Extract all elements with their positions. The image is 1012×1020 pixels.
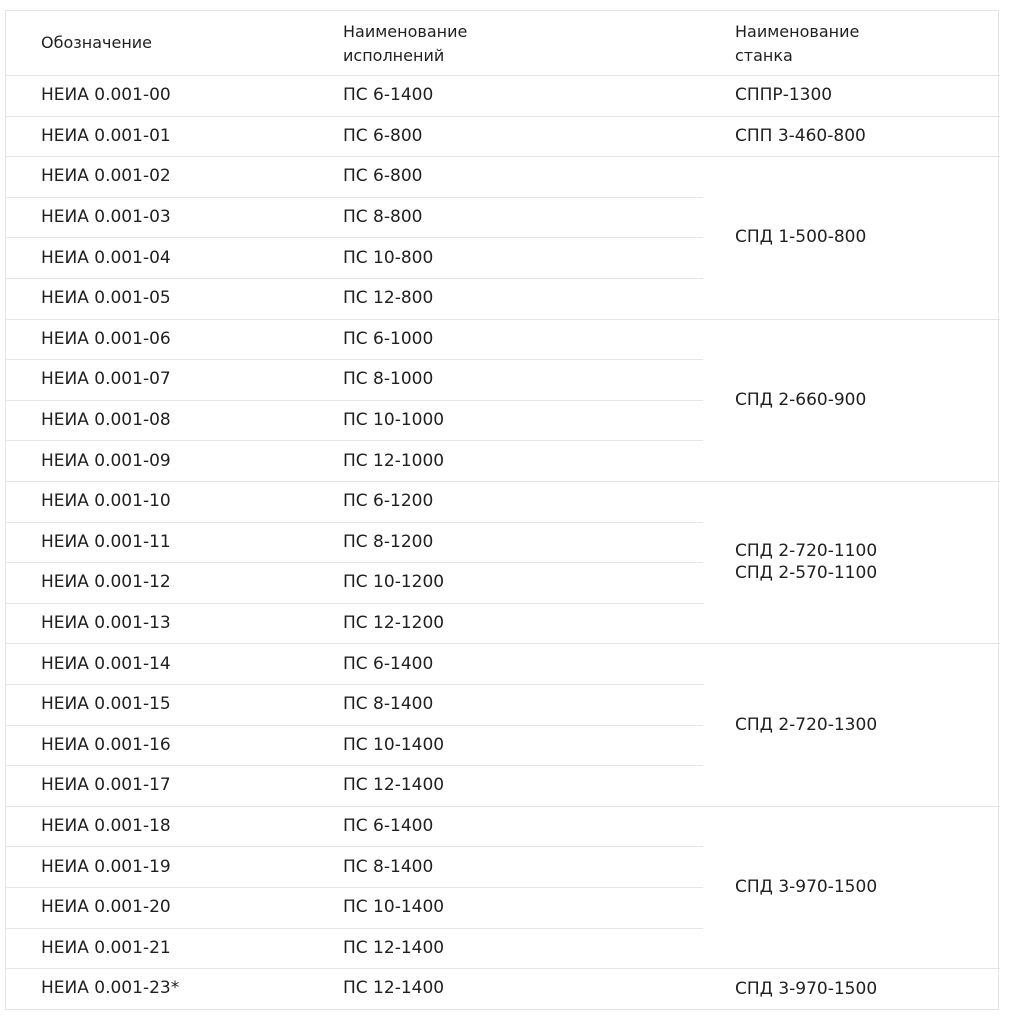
table-row — [6, 75, 998, 116]
variant-cell: ПС 10-1400 — [343, 734, 445, 755]
variant-cell: ПС 12-1400 — [343, 978, 445, 999]
machine-name: СПД 3-970-1500 — [735, 877, 878, 897]
variant-cell: ПС 8-1200 — [343, 531, 434, 552]
variant-cell: ПС 12-800 — [343, 288, 434, 309]
designation-cell: НЕИА 0.001-23* — [41, 978, 180, 999]
machine-cell — [735, 389, 866, 411]
designation-cell: НЕИА 0.001-00 — [41, 85, 171, 106]
header-variants-line2: исполнений — [343, 46, 445, 65]
variant-cell: ПС 12-1400 — [343, 937, 445, 958]
machine-cell — [735, 125, 866, 147]
designation-cell: НЕИА 0.001-17 — [41, 775, 171, 796]
machine-cell — [735, 84, 832, 106]
designation-cell: НЕИА 0.001-10 — [41, 491, 171, 512]
variant-cell: ПС 12-1000 — [343, 450, 445, 471]
machine-name: СПД 2-720-1300 — [735, 714, 878, 735]
variant-cell: ПС 6-1000 — [343, 328, 434, 349]
machine-name: СПП 3-460-800 — [735, 125, 866, 146]
machine-name: СПД 2-570-1100 — [735, 563, 878, 584]
designation-cell: НЕИА 0.001-01 — [41, 125, 171, 146]
header-variants-line1: Наименование — [343, 22, 468, 41]
variant-cell: ПС 6-1400 — [343, 85, 434, 106]
designation-cell: НЕИА 0.001-20 — [41, 897, 171, 918]
variant-cell: ПС 12-1200 — [343, 613, 445, 634]
designation-cell: НЕИА 0.001-16 — [41, 734, 171, 755]
variant-cell: ПС 6-1400 — [343, 816, 434, 837]
designation-cell: НЕИА 0.001-07 — [41, 369, 171, 390]
machine-cell — [735, 978, 877, 1000]
machine-name: СПД 1-500-800 — [735, 227, 867, 248]
machine-name: СПД 2-660-900 — [735, 389, 867, 410]
variant-cell: ПС 6-800 — [343, 166, 423, 187]
header-machine-line2: станка — [735, 46, 793, 65]
designation-cell: НЕИА 0.001-12 — [41, 572, 171, 593]
variant-cell: ПС 10-1400 — [343, 897, 445, 918]
variant-cell: ПС 6-800 — [343, 125, 423, 146]
machine-name: СПД 2-720-1100 — [735, 541, 878, 562]
variant-cell: ПС 6-1400 — [343, 653, 434, 674]
table-row — [6, 481, 998, 522]
variant-cell: ПС 12-1400 — [343, 775, 445, 796]
machine-name: СППР-1300 — [735, 85, 833, 106]
machine-cell — [735, 226, 866, 248]
variant-cell: ПС 10-1200 — [343, 572, 445, 593]
machines-table — [5, 10, 999, 1010]
machine-name: СПД 3-970-1500 — [735, 978, 878, 999]
variant-cell: ПС 8-1400 — [343, 856, 434, 877]
designation-cell: НЕИА 0.001-03 — [41, 207, 171, 228]
table-row — [6, 440, 998, 481]
variant-cell: ПС 8-800 — [343, 207, 423, 228]
machine-cell — [735, 714, 877, 736]
header-machine-line1: Наименование — [735, 22, 860, 41]
designation-cell: НЕИА 0.001-13 — [41, 613, 171, 634]
designation-cell: НЕИА 0.001-14 — [41, 653, 171, 674]
table-row — [6, 765, 998, 806]
designation-cell: НЕИА 0.001-11 — [41, 531, 171, 552]
designation-cell: НЕИА 0.001-08 — [41, 410, 171, 431]
designation-cell: НЕИА 0.001-18 — [41, 816, 171, 837]
machine-cell — [735, 876, 877, 898]
table-row — [6, 278, 998, 319]
designation-cell: НЕИА 0.001-04 — [41, 247, 171, 268]
variant-cell: ПС 6-1200 — [343, 491, 434, 512]
table-row — [6, 806, 998, 847]
designation-cell: НЕИА 0.001-02 — [41, 166, 171, 187]
header-variants — [343, 20, 467, 68]
designation-cell: НЕИА 0.001-15 — [41, 694, 171, 715]
header-machine — [735, 20, 859, 68]
table-header — [6, 11, 998, 75]
designation-cell: НЕИА 0.001-21 — [41, 937, 171, 958]
variant-cell: ПС 8-1400 — [343, 694, 434, 715]
designation-cell: НЕИА 0.001-09 — [41, 450, 171, 471]
table-row — [6, 603, 998, 644]
variant-cell: ПС 10-800 — [343, 247, 434, 268]
designation-cell: НЕИА 0.001-05 — [41, 288, 171, 309]
table-row — [6, 643, 998, 684]
table-row — [6, 156, 998, 197]
variant-cell: ПС 8-1000 — [343, 369, 434, 390]
machine-cell — [735, 540, 877, 584]
designation-cell: НЕИА 0.001-19 — [41, 856, 171, 877]
header-designation: Обозначение — [41, 33, 153, 52]
designation-cell: НЕИА 0.001-06 — [41, 328, 171, 349]
table-row — [6, 928, 998, 969]
variant-cell: ПС 10-1000 — [343, 410, 445, 431]
table-row — [6, 319, 998, 360]
